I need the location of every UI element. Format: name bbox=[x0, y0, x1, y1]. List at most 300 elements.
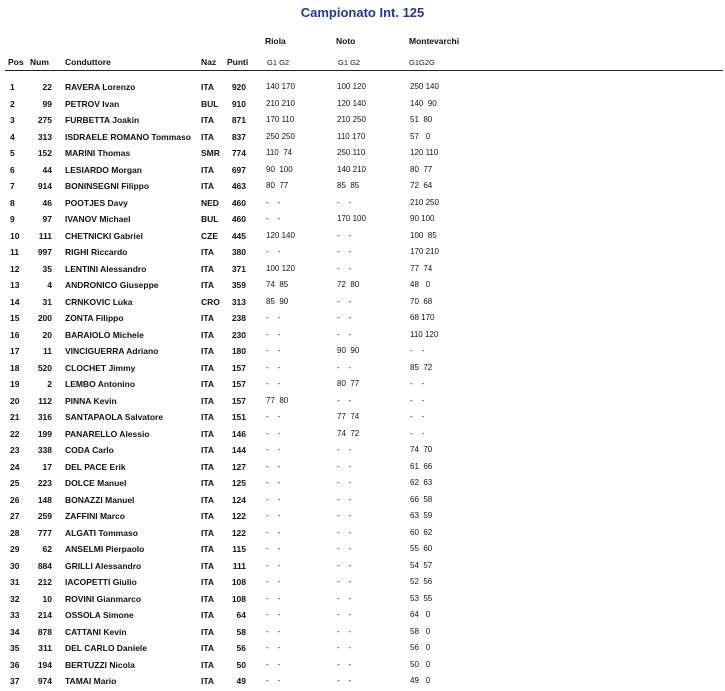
driver-cell: LEMBO Antonino bbox=[65, 379, 136, 389]
race-3-cell: 85 72 bbox=[410, 362, 433, 372]
driver-cell: IVANOV Michael bbox=[65, 214, 131, 224]
pos-cell: 4 bbox=[10, 131, 15, 142]
race-3-heats: G1G2G bbox=[409, 58, 435, 67]
pos-cell: 30 bbox=[10, 560, 20, 571]
driver-cell: MARINI Thomas bbox=[65, 148, 131, 158]
nat-cell: ITA bbox=[201, 593, 215, 604]
race-3-cell: 64 0 bbox=[410, 610, 431, 619]
num-cell: 194 bbox=[37, 659, 52, 670]
pos-cell: 33 bbox=[10, 610, 20, 620]
race-1-cell: 120 140 bbox=[266, 230, 295, 240]
race-1-cell: - - bbox=[266, 478, 281, 487]
race-header-1: Riola bbox=[265, 36, 286, 46]
race-2-cell: 250 110 bbox=[337, 148, 366, 157]
race-1-cell: - - bbox=[266, 329, 281, 339]
race-2-cell: - - bbox=[337, 676, 352, 685]
table-row bbox=[0, 212, 725, 229]
table-row bbox=[0, 311, 725, 328]
nat-cell: ITA bbox=[201, 164, 215, 175]
race-3-cell: 57 0 bbox=[410, 131, 431, 141]
driver-cell: ANSELMI Pierpaolo bbox=[65, 544, 145, 554]
num-cell: 313 bbox=[37, 131, 52, 142]
num-cell: 199 bbox=[37, 428, 52, 439]
nat-cell: ITA bbox=[201, 247, 215, 257]
race-1-cell: - - bbox=[266, 197, 281, 207]
driver-cell: ANDRONICO Giuseppe bbox=[65, 280, 159, 290]
race-2-cell: - - bbox=[337, 296, 352, 306]
race-1-cell: 110 74 bbox=[266, 148, 293, 157]
num-cell: 338 bbox=[37, 445, 52, 455]
race-1-cell: 170 110 bbox=[266, 115, 295, 124]
num-cell: 11 bbox=[43, 346, 52, 356]
table-row bbox=[0, 377, 725, 394]
race-2-cell: - - bbox=[337, 313, 352, 322]
driver-cell: IACOPETTI Giulio bbox=[65, 577, 137, 587]
points-cell: 837 bbox=[231, 131, 246, 142]
nat-cell: ITA bbox=[201, 131, 215, 142]
race-1-cell: - - bbox=[266, 676, 281, 685]
pos-cell: 31 bbox=[10, 577, 20, 587]
driver-cell: ALGATI Tommaso bbox=[65, 527, 138, 538]
race-2-cell: - - bbox=[337, 593, 352, 603]
race-1-cell: 74 85 bbox=[266, 280, 289, 289]
pos-cell: 34 bbox=[10, 626, 20, 637]
table-row bbox=[0, 97, 725, 114]
race-3-cell: 77 74 bbox=[410, 263, 433, 273]
race-3-cell: 90 100 bbox=[410, 214, 435, 223]
nat-cell: ITA bbox=[201, 577, 215, 587]
num-cell: 97 bbox=[42, 214, 52, 224]
points-cell: 122 bbox=[231, 527, 246, 538]
pos-cell: 19 bbox=[10, 379, 20, 389]
num-cell: 777 bbox=[37, 527, 52, 538]
nat-cell: CZE bbox=[201, 230, 218, 241]
table-row bbox=[0, 146, 725, 163]
pos-cell: 20 bbox=[10, 395, 20, 406]
table-row bbox=[0, 476, 725, 493]
nat-cell: ITA bbox=[201, 346, 215, 356]
points-cell: 157 bbox=[231, 362, 246, 373]
race-1-cell: - - bbox=[266, 461, 281, 471]
num-cell: 46 bbox=[42, 197, 52, 208]
driver-cell: PINNA Kevin bbox=[65, 395, 117, 406]
table-row bbox=[0, 542, 725, 559]
table-row bbox=[0, 245, 725, 262]
nat-cell: ITA bbox=[201, 676, 215, 686]
driver-cell: POOTJES Davy bbox=[65, 197, 128, 208]
race-1-cell: - - bbox=[266, 527, 281, 537]
race-3-cell: 170 210 bbox=[410, 247, 439, 256]
race-3-cell: 66 58 bbox=[410, 494, 433, 504]
points-cell: 111 bbox=[232, 560, 246, 571]
pos-cell: 35 bbox=[10, 643, 20, 653]
race-1-cell: - - bbox=[266, 379, 281, 388]
driver-cell: CATTANI Kevin bbox=[65, 626, 127, 637]
race-1-cell: - - bbox=[266, 560, 281, 570]
points-cell: 230 bbox=[231, 329, 246, 340]
race-3-cell: 110 120 bbox=[410, 329, 439, 339]
race-1-cell: - - bbox=[266, 346, 281, 355]
race-3-cell: 250 140 bbox=[410, 82, 439, 91]
num-cell: 914 bbox=[37, 181, 52, 191]
table-row bbox=[0, 493, 725, 510]
nat-cell: ITA bbox=[201, 362, 215, 373]
num-cell: 152 bbox=[37, 148, 52, 158]
race-1-cell: 85 90 bbox=[266, 296, 289, 306]
points-cell: 56 bbox=[236, 643, 246, 653]
pos-cell: 25 bbox=[10, 478, 20, 488]
race-3-cell: 60 62 bbox=[410, 527, 433, 537]
standings-table bbox=[0, 80, 725, 691]
race-2-cell: - - bbox=[337, 544, 352, 553]
race-2-cell: - - bbox=[337, 478, 352, 487]
nat-cell: ITA bbox=[201, 115, 215, 125]
driver-cell: BONAZZI Manuel bbox=[65, 494, 135, 505]
num-cell: 311 bbox=[38, 643, 52, 653]
num-cell: 35 bbox=[42, 263, 52, 274]
nat-cell: ITA bbox=[201, 412, 215, 422]
race-2-cell: - - bbox=[337, 560, 352, 570]
table-row bbox=[0, 394, 725, 411]
race-1-cell: - - bbox=[266, 593, 281, 603]
num-cell: 2 bbox=[47, 379, 52, 389]
num-cell: 112 bbox=[38, 395, 52, 406]
driver-cell: RAVERA Lorenzo bbox=[65, 82, 136, 92]
race-3-cell: 48 0 bbox=[410, 280, 431, 289]
driver-cell: TAMAI Mario bbox=[65, 676, 117, 686]
driver-cell: CRNKOVIC Luka bbox=[65, 296, 133, 307]
race-2-cell: - - bbox=[337, 527, 352, 537]
pos-cell: 15 bbox=[10, 313, 20, 323]
points-cell: 151 bbox=[231, 412, 246, 422]
race-2-cell: - - bbox=[337, 263, 352, 273]
pos-cell: 5 bbox=[10, 148, 15, 158]
nat-cell: ITA bbox=[201, 626, 215, 637]
pos-cell: 7 bbox=[10, 181, 15, 191]
nat-cell: NED bbox=[201, 197, 219, 208]
nat-cell: SMR bbox=[201, 148, 220, 158]
num-cell: 10 bbox=[42, 593, 52, 604]
driver-cell: ZAFFINI Marco bbox=[65, 511, 125, 521]
pos-cell: 21 bbox=[10, 412, 20, 422]
table-row bbox=[0, 361, 725, 378]
race-1-cell: 210 210 bbox=[266, 98, 295, 108]
nat-cell: ITA bbox=[201, 527, 215, 538]
pos-cell: 32 bbox=[10, 593, 20, 604]
nat-cell: ITA bbox=[201, 511, 215, 521]
race-3-cell: 74 70 bbox=[410, 445, 433, 454]
driver-cell: DOLCE Manuel bbox=[65, 478, 127, 488]
driver-cell: ZONTA Filippo bbox=[65, 313, 124, 323]
points-cell: 49 bbox=[236, 676, 246, 686]
num-cell: 20 bbox=[42, 329, 52, 340]
race-2-cell: - - bbox=[337, 362, 352, 372]
race-3-cell: - - bbox=[410, 379, 425, 388]
driver-cell: FURBETTA Joakin bbox=[65, 115, 140, 125]
points-cell: 157 bbox=[231, 379, 246, 389]
driver-cell: BONINSEGNI Filippo bbox=[65, 181, 150, 191]
points-cell: 127 bbox=[231, 461, 246, 472]
driver-cell: BARAIOLO Michele bbox=[65, 329, 144, 340]
nat-cell: CRO bbox=[201, 296, 220, 307]
race-3-cell: 100 85 bbox=[410, 230, 437, 240]
num-cell: 520 bbox=[37, 362, 52, 373]
race-1-cell: - - bbox=[266, 313, 281, 322]
nat-cell: ITA bbox=[201, 643, 215, 653]
pos-cell: 36 bbox=[10, 659, 20, 670]
nat-cell: ITA bbox=[201, 379, 215, 389]
race-1-cell: 100 120 bbox=[266, 263, 295, 273]
points-cell: 180 bbox=[231, 346, 246, 356]
num-cell: 214 bbox=[37, 610, 52, 620]
nat-cell: ITA bbox=[201, 395, 215, 406]
race-3-cell: 56 0 bbox=[410, 643, 431, 652]
race-2-cell: 74 72 bbox=[337, 428, 360, 438]
driver-cell: PANARELLO Alessio bbox=[65, 428, 150, 439]
column-header-nat: Naz bbox=[201, 57, 217, 67]
race-3-cell: 55 60 bbox=[410, 544, 433, 553]
race-2-cell: - - bbox=[337, 197, 352, 207]
points-cell: 774 bbox=[231, 148, 246, 158]
pos-cell: 1 bbox=[10, 82, 15, 92]
points-cell: 460 bbox=[231, 197, 246, 208]
race-1-cell: - - bbox=[266, 494, 281, 504]
race-1-cell: - - bbox=[266, 626, 281, 636]
race-3-cell: 68 170 bbox=[410, 313, 435, 322]
race-2-cell: - - bbox=[337, 445, 352, 454]
driver-cell: SANTAPAOLA Salvatore bbox=[65, 412, 164, 422]
race-2-cell: 77 74 bbox=[337, 412, 360, 421]
table-row bbox=[0, 509, 725, 526]
num-cell: 275 bbox=[37, 115, 52, 125]
num-cell: 223 bbox=[37, 478, 52, 488]
pos-cell: 24 bbox=[10, 461, 20, 472]
table-row bbox=[0, 113, 725, 130]
pos-cell: 2 bbox=[10, 98, 15, 109]
race-2-cell: 210 250 bbox=[337, 115, 366, 124]
race-3-cell: 140 90 bbox=[410, 98, 437, 108]
race-3-cell: 52 56 bbox=[410, 577, 433, 586]
pos-cell: 6 bbox=[10, 164, 15, 175]
num-cell: 878 bbox=[37, 626, 52, 637]
table-row bbox=[0, 625, 725, 642]
pos-cell: 8 bbox=[10, 197, 15, 208]
race-2-cell: - - bbox=[337, 494, 352, 504]
table-row bbox=[0, 641, 725, 658]
race-1-cell: - - bbox=[266, 445, 281, 454]
points-cell: 380 bbox=[231, 247, 246, 257]
race-2-cell: 110 170 bbox=[337, 131, 366, 141]
pos-cell: 14 bbox=[10, 296, 20, 307]
race-3-cell: - - bbox=[410, 412, 425, 421]
points-cell: 460 bbox=[231, 214, 246, 224]
table-row bbox=[0, 278, 725, 295]
race-3-cell: - - bbox=[410, 346, 425, 355]
driver-cell: ISDRAELE ROMANO Tommaso bbox=[65, 131, 191, 142]
race-header-2: Noto bbox=[336, 36, 356, 46]
num-cell: 99 bbox=[42, 98, 52, 109]
driver-cell: RIGHI Riccardo bbox=[65, 247, 128, 257]
points-cell: 359 bbox=[231, 280, 246, 290]
num-cell: 997 bbox=[37, 247, 52, 257]
points-cell: 371 bbox=[231, 263, 246, 274]
num-cell: 22 bbox=[42, 82, 52, 92]
table-row bbox=[0, 295, 725, 312]
num-cell: 316 bbox=[37, 412, 52, 422]
race-2-cell: 85 85 bbox=[337, 181, 360, 190]
pos-cell: 12 bbox=[10, 263, 20, 274]
race-2-cell: 170 100 bbox=[337, 214, 366, 223]
nat-cell: ITA bbox=[201, 659, 215, 670]
table-row bbox=[0, 80, 725, 97]
num-cell: 200 bbox=[37, 313, 52, 323]
race-1-cell: - - bbox=[266, 659, 281, 669]
header-separator bbox=[5, 70, 723, 71]
race-1-cell: - - bbox=[266, 247, 281, 256]
race-2-cell: - - bbox=[337, 329, 352, 339]
pos-cell: 22 bbox=[10, 428, 20, 439]
pos-cell: 11 bbox=[10, 247, 19, 257]
pos-cell: 37 bbox=[10, 676, 20, 686]
race-2-cell: - - bbox=[337, 461, 352, 471]
table-row bbox=[0, 658, 725, 675]
race-3-cell: 51 80 bbox=[410, 115, 433, 124]
pos-cell: 17 bbox=[10, 346, 20, 356]
column-header-num: Num bbox=[30, 57, 49, 67]
points-cell: 146 bbox=[231, 428, 246, 439]
race-2-cell: - - bbox=[337, 395, 352, 405]
pos-cell: 16 bbox=[10, 329, 20, 340]
race-3-cell: 72 64 bbox=[410, 181, 433, 190]
race-2-cell: - - bbox=[337, 577, 352, 586]
table-row bbox=[0, 608, 725, 625]
points-cell: 313 bbox=[231, 296, 246, 307]
num-cell: 17 bbox=[42, 461, 52, 472]
nat-cell: ITA bbox=[201, 313, 215, 323]
nat-cell: ITA bbox=[201, 560, 215, 571]
race-2-cell: 140 210 bbox=[337, 164, 366, 174]
race-1-cell: - - bbox=[266, 412, 281, 421]
points-cell: 157 bbox=[231, 395, 246, 406]
race-3-cell: 210 250 bbox=[410, 197, 439, 207]
nat-cell: ITA bbox=[201, 181, 215, 191]
race-3-cell: 62 63 bbox=[410, 478, 433, 487]
race-3-cell: 49 0 bbox=[410, 676, 431, 685]
num-cell: 884 bbox=[37, 560, 52, 571]
table-row bbox=[0, 130, 725, 147]
pos-cell: 28 bbox=[10, 527, 20, 538]
table-row bbox=[0, 427, 725, 444]
race-2-cell: - - bbox=[337, 659, 352, 669]
driver-cell: PETROV Ivan bbox=[65, 98, 120, 109]
num-cell: 212 bbox=[37, 577, 52, 587]
table-row bbox=[0, 163, 725, 180]
driver-cell: CHETNICKI Gabriel bbox=[65, 230, 143, 241]
race-header-3: Montevarchi bbox=[409, 36, 460, 46]
nat-cell: ITA bbox=[201, 263, 215, 274]
driver-cell: LENTINI Alessandro bbox=[65, 263, 147, 274]
column-header-pos: Pos bbox=[8, 57, 24, 67]
column-header-driver: Conduttore bbox=[65, 57, 111, 67]
race-3-cell: 61 66 bbox=[410, 461, 433, 471]
race-3-cell: - - bbox=[410, 428, 425, 438]
race-3-cell: - - bbox=[410, 395, 425, 405]
driver-cell: GRILLI Alessandro bbox=[65, 560, 142, 571]
pos-cell: 23 bbox=[10, 445, 20, 455]
driver-cell: LESIARDO Morgan bbox=[65, 164, 142, 175]
driver-cell: CLOCHET Jimmy bbox=[65, 362, 136, 373]
column-header-points: Punti bbox=[227, 57, 249, 67]
race-1-cell: - - bbox=[266, 544, 281, 553]
driver-cell: CODA Carlo bbox=[65, 445, 114, 455]
race-3-cell: 54 57 bbox=[410, 560, 433, 570]
points-cell: 463 bbox=[231, 181, 246, 191]
race-1-cell: 80 77 bbox=[266, 181, 289, 190]
table-row bbox=[0, 328, 725, 345]
table-row bbox=[0, 262, 725, 279]
points-cell: 108 bbox=[231, 577, 246, 587]
race-2-cell: 90 90 bbox=[337, 346, 360, 355]
points-cell: 108 bbox=[231, 593, 246, 604]
pos-cell: 29 bbox=[10, 544, 20, 554]
race-3-cell: 63 59 bbox=[410, 511, 433, 520]
race-3-cell: 50 0 bbox=[410, 659, 431, 669]
race-1-cell: 140 170 bbox=[266, 82, 295, 91]
num-cell: 44 bbox=[42, 164, 52, 175]
nat-cell: BUL bbox=[201, 98, 219, 109]
num-cell: 31 bbox=[42, 296, 52, 307]
race-1-cell: - - bbox=[266, 511, 281, 520]
nat-cell: ITA bbox=[201, 428, 215, 439]
table-row bbox=[0, 559, 725, 576]
pos-cell: 13 bbox=[10, 280, 20, 290]
race-1-cell: - - bbox=[266, 428, 281, 438]
race-2-heats: G1 G2 bbox=[338, 58, 361, 67]
points-cell: 445 bbox=[231, 230, 246, 241]
race-1-cell: 250 250 bbox=[266, 131, 295, 141]
table-row bbox=[0, 229, 725, 246]
race-3-cell: 53 55 bbox=[410, 593, 433, 603]
points-cell: 697 bbox=[231, 164, 246, 175]
points-cell: 124 bbox=[231, 494, 246, 505]
page-title: Campionato Int. 125 bbox=[300, 5, 425, 20]
points-cell: 122 bbox=[231, 511, 246, 521]
race-3-cell: 120 110 bbox=[410, 148, 439, 157]
driver-cell: DEL CARLO Daniele bbox=[65, 643, 148, 653]
race-1-cell: 90 100 bbox=[266, 164, 293, 174]
nat-cell: ITA bbox=[201, 478, 215, 488]
race-1-cell: - - bbox=[266, 610, 281, 619]
pos-cell: 18 bbox=[10, 362, 20, 373]
points-cell: 238 bbox=[231, 313, 246, 323]
race-1-cell: - - bbox=[266, 362, 281, 372]
points-cell: 58 bbox=[236, 626, 246, 637]
table-row bbox=[0, 344, 725, 361]
nat-cell: ITA bbox=[201, 280, 215, 290]
table-row bbox=[0, 460, 725, 477]
race-2-cell: - - bbox=[337, 247, 352, 256]
race-1-cell: - - bbox=[266, 643, 281, 652]
race-3-cell: 58 0 bbox=[410, 626, 431, 636]
points-cell: 910 bbox=[231, 98, 246, 109]
race-1-heats: G1 G2 bbox=[267, 58, 290, 67]
race-2-cell: - - bbox=[337, 230, 352, 240]
race-3-cell: 80 77 bbox=[410, 164, 433, 174]
race-3-cell: 70 68 bbox=[410, 296, 433, 306]
table-row bbox=[0, 179, 725, 196]
pos-cell: 27 bbox=[10, 511, 20, 521]
driver-cell: OSSOLA Simone bbox=[65, 610, 134, 620]
